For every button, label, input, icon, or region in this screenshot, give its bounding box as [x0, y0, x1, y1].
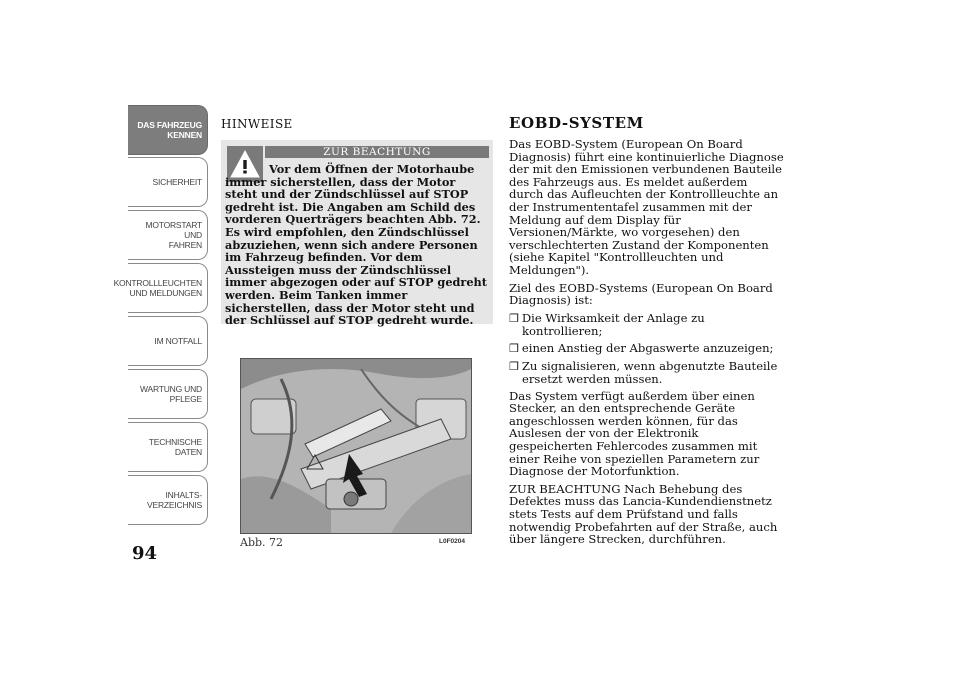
list-item: [509, 342, 784, 356]
engine-bay-figure: [240, 358, 472, 534]
list-item-text: Zu signalisieren, wenn abgenutzte Bauteile ersetzt werden müssen.: [521, 358, 778, 387]
engine-bay-illustration: [241, 359, 471, 533]
tab-motorstart-und-fahren[interactable]: [128, 210, 208, 260]
checkbox-bullet-icon: ❒: [509, 311, 519, 325]
warning-text: Vor dem Öffnen der Motorhaube immer sicherstellen, dass der Motor steht und der Zündschlüssel auf STOP gedreht ist. Die Angaben am Schild des vorderen Querträgers beachten Abb. 72. Es wird empfohlen, den Zündschlüssel abzuziehen, wenn sich andere Personen im Fahrzeug befinden. Vor dem Aussteigen muss der Zündschlüssel immer abgezogen oder auf STOP gedreht werden. Beim Tanken immer sicherstellen, dass der Motor steht und der Schlüssel auf STOP gedreht wurde.: [225, 162, 487, 328]
paragraph: Ziel des EOBD-Systems (European On Board Diagnosis) ist:: [509, 280, 773, 308]
list-item: [509, 360, 784, 386]
paragraph: Das EOBD-System (European On Board Diagnosis) führt eine kontinuierliche Diagnose der mit den Emissionen verbundenen Bauteile des Fahrzeugs aus. Es meldet außerdem durch das Aufleuchten der Kontrollleuchte an der Instrumententafel zusammen mit der Meldung auf dem Display für Versionen/Märkte, wo vorgesehen) den verschlechterten Zustand der Komponenten (siehe Kapitel "Kontrollleuchten und Meldungen").: [509, 137, 784, 277]
tab-technische-daten[interactable]: [128, 422, 208, 472]
tab-label: TECHNISCHE DATEN: [148, 437, 202, 457]
warning-title: ZUR BEACHTUNG: [265, 146, 489, 158]
list-item-text: einen Anstieg der Abgaswerte anzuzeigen;: [521, 340, 774, 355]
checkbox-bullet-icon: ❒: [509, 341, 519, 355]
tab-sicherheit[interactable]: [128, 157, 208, 207]
tab-inhaltsverzeichnis[interactable]: [128, 475, 208, 525]
section-label: HINWEISE: [221, 117, 293, 131]
figure-caption: Abb. 72: [240, 536, 284, 549]
page-number: 94: [132, 543, 158, 564]
tab-kontrollleuchten[interactable]: [113, 263, 208, 313]
tab-im-notfall[interactable]: [128, 316, 208, 366]
tab-label: KONTROLLLEUCHTEN UND MELDUNGEN: [113, 278, 202, 298]
tab-label: INHALTS- VERZEICHNIS: [147, 490, 202, 510]
tab-label: SICHERHEIT: [152, 177, 202, 187]
list-item: [509, 312, 784, 338]
tab-das-fahrzeug-kennen[interactable]: [128, 105, 208, 155]
tab-label: DAS FAHRZEUG KENNEN: [137, 120, 202, 140]
paragraph: Das System verfügt außerdem über einen Stecker, an den entsprechende Geräte angeschlossen werden können, für das Auslesen der von der Elektronik gespeicherten Fehlercodes zusammen mit einer Reihe von speziellen Parametern zur Diagnose der Motorfunktion.: [509, 388, 760, 479]
checkbox-bullet-icon: ❒: [509, 359, 519, 373]
warning-box: [221, 140, 493, 328]
figure-code: L0F0204: [439, 538, 466, 545]
list-item-text: Die Wirksamkeit der Anlage zu kontrollieren;: [521, 310, 705, 339]
tab-label: MOTORSTART UND FAHREN: [145, 220, 202, 250]
tab-label: WARTUNG UND PFLEGE: [139, 384, 202, 404]
section-heading: EOBD-SYSTEM: [509, 114, 644, 132]
body-text: [509, 138, 784, 551]
paragraph: ZUR BEACHTUNG Nach Behebung des Defektes muss das Lancia-Kundendienstnetz stets Tests auf dem Prüfstand und falls notwendig Probefahrten auf der Straße, auch über längere Strecken, durchführen.: [509, 481, 778, 547]
tab-wartung-und-pflege[interactable]: [128, 369, 208, 419]
tab-label: IM NOTFALL: [154, 336, 202, 346]
